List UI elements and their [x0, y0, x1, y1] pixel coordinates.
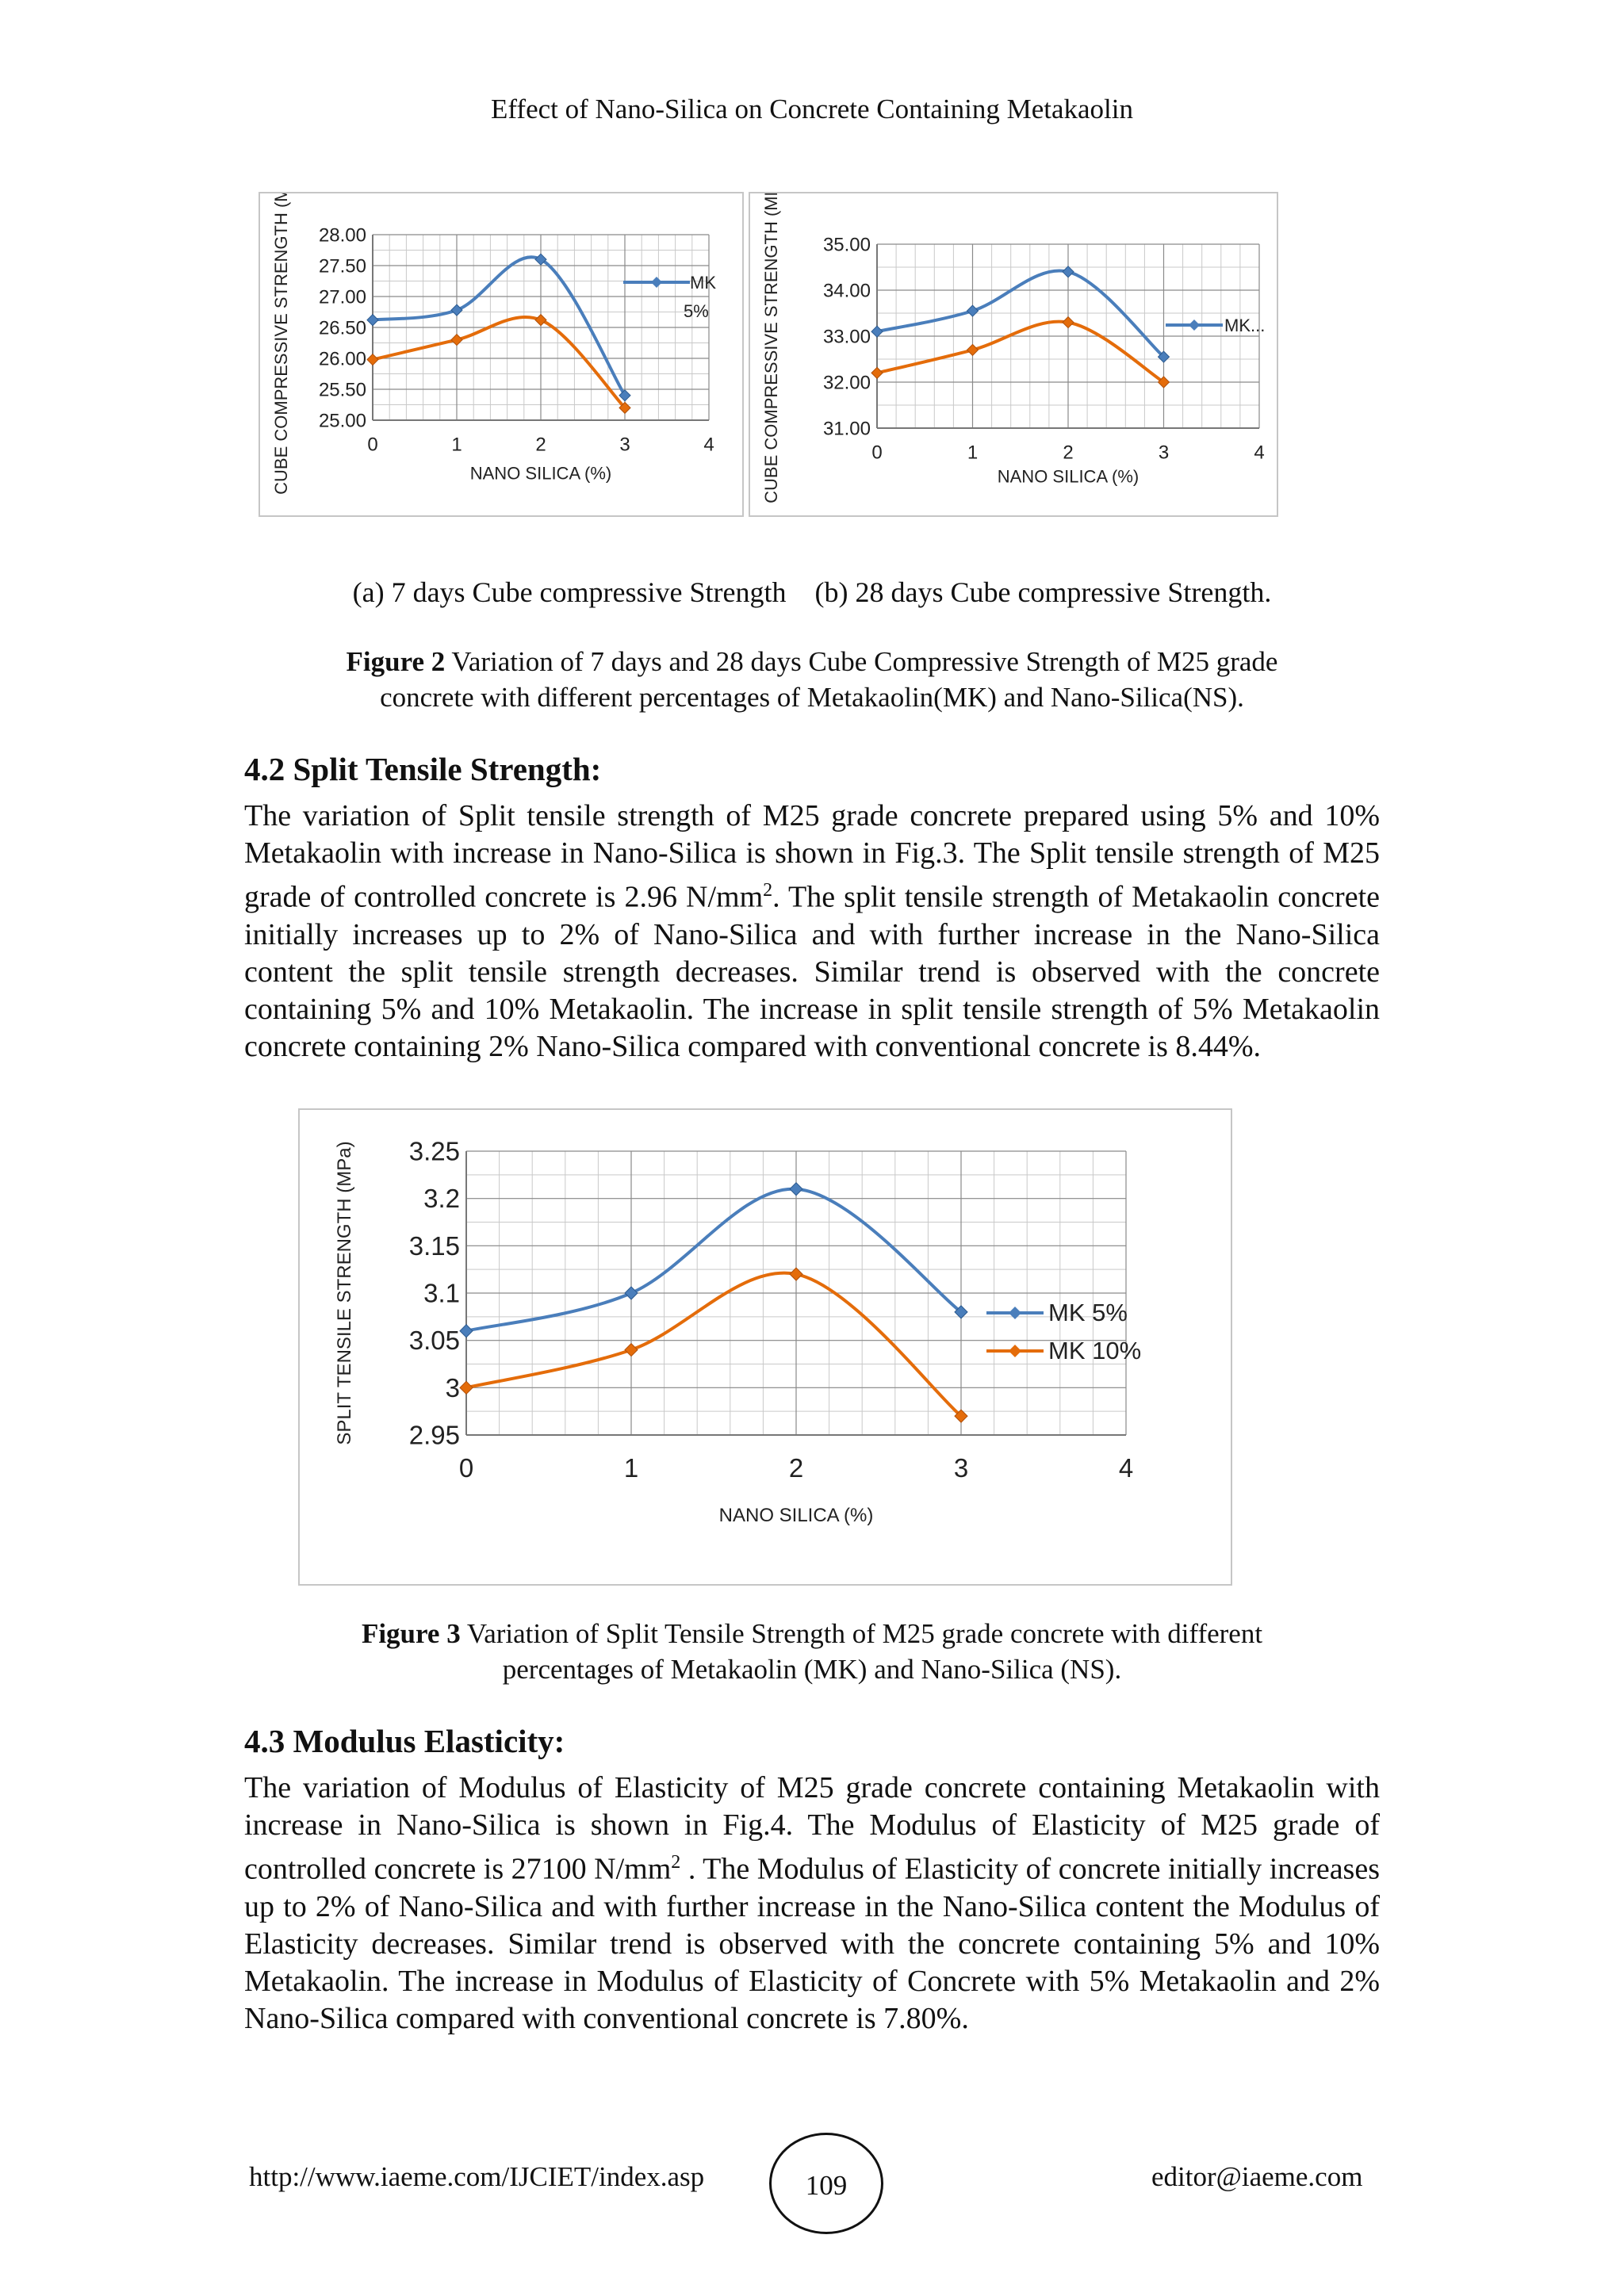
x-tick-label: 1 — [451, 434, 462, 456]
legend-label: MK... — [1224, 316, 1266, 335]
x-tick-label: 4 — [1254, 442, 1265, 464]
y-tick-label: 25.50 — [318, 379, 366, 401]
legend-label: MK 10% — [1048, 1337, 1142, 1364]
legend-label: MK 5% — [1048, 1299, 1128, 1326]
x-tick-label: 1 — [623, 1452, 639, 1483]
data-point — [367, 354, 378, 365]
running-title: Effect of Nano-Silica on Concrete Containing Metakaolin — [491, 94, 1133, 124]
x-tick-label: 4 — [1118, 1452, 1134, 1483]
figure3-caption-line1: Variation of Split Tensile Strength of M25 grade concrete with different — [466, 1618, 1263, 1649]
superscript: 2 — [671, 1852, 681, 1873]
figure2-label: Figure 2 — [346, 646, 446, 677]
x-tick-label: 2 — [1063, 442, 1074, 464]
data-point — [790, 1183, 802, 1196]
y-tick-label: 26.00 — [318, 348, 366, 370]
superscript: 2 — [763, 880, 773, 901]
data-point — [451, 335, 462, 346]
figure2-caption — [238, 644, 1386, 715]
y-tick-label: 28.00 — [318, 224, 366, 247]
data-point — [451, 304, 462, 316]
legend-marker — [1009, 1345, 1021, 1357]
y-tick-label: 31.00 — [822, 418, 871, 440]
data-point — [967, 344, 979, 355]
y-tick-label: 3.15 — [408, 1230, 460, 1261]
x-tick-label: 2 — [535, 434, 546, 456]
section-heading-4-2: 4.2 Split Tensile Strength: — [244, 751, 602, 787]
x-tick-label: 0 — [458, 1452, 474, 1483]
data-point — [871, 326, 883, 337]
y-tick-label: 27.50 — [318, 255, 366, 277]
data-point — [625, 1287, 638, 1299]
y-tick-label: 35.00 — [822, 234, 871, 256]
data-point — [967, 305, 979, 316]
y-tick-label: 26.50 — [318, 317, 366, 339]
y-axis-label: CUBE COMPRESSIVE STRENGTH (MPa) — [761, 193, 781, 503]
paragraph-text: The variation of Modulus of Elasticity of M25 grade concrete containing Metakaolin with increase in Nano-Silica is shown in Fig.4. The Modulus of Elasticity of M25 grade of controlled concrete is 27100 N/mm — [244, 1771, 1380, 1886]
y-tick-label: 32.00 — [822, 372, 871, 394]
paragraph-text: . The Modulus of Elasticity of concrete initially increases up to 2% of Nano-Silica and with further increase in the Nano-Silica content the Modulus of Elasticity decreases. Similar trend is observed with the concrete containing 5% and 10% Metakaolin. The increase in Modulus of Elasticity of Concrete with 5% Metakaolin and 2% Nano-Silica compared with conventional concrete is 7.80%. — [244, 1852, 1380, 2035]
y-tick-label: 3.2 — [423, 1184, 460, 1214]
data-point — [1063, 317, 1074, 328]
figure3-label: Figure 3 — [361, 1618, 461, 1649]
data-point — [871, 367, 883, 378]
section-4-3-paragraph — [244, 1770, 1380, 2038]
data-point — [367, 315, 378, 326]
y-tick-label: 34.00 — [822, 280, 871, 302]
x-tick-label: 3 — [619, 434, 630, 456]
chart-fig3-frame — [298, 1108, 1232, 1586]
x-axis-label: NANO SILICA (%) — [469, 463, 612, 484]
series-line — [466, 1189, 961, 1331]
footer-email-link[interactable]: editor@iaeme.com — [1151, 2161, 1363, 2192]
figure3-caption-line2: percentages of Metakaolin (MK) and Nano-Silica (NS). — [502, 1654, 1122, 1685]
y-tick-label: 3.1 — [423, 1278, 460, 1308]
y-axis-label: CUBE COMPRESSIVE STRENGTH (MPa) — [271, 193, 291, 495]
series-line — [877, 322, 1164, 382]
legend-marker — [651, 277, 662, 288]
x-tick-label: 0 — [367, 434, 378, 456]
x-tick-label: 3 — [1158, 442, 1170, 464]
legend-label: MK — [690, 273, 716, 293]
x-tick-label: 3 — [953, 1452, 969, 1483]
legend-marker — [1009, 1307, 1021, 1319]
section-4-2-paragraph — [244, 798, 1380, 1066]
figure2-subcaption: (a) 7 days Cube compressive Strength (b) 28 days Cube compressive Strength. — [352, 576, 1272, 608]
x-tick-label: 1 — [967, 442, 979, 464]
y-tick-label: 2.95 — [408, 1420, 460, 1450]
footer-url-link[interactable]: http://www.iaeme.com/IJCIET/index.asp — [249, 2161, 705, 2192]
data-point — [625, 1344, 638, 1357]
legend-label: 5% — [684, 301, 709, 321]
section-heading-4-3: 4.3 Modulus Elasticity: — [244, 1723, 565, 1759]
legend-marker — [1189, 320, 1200, 331]
y-axis-label: SPLIT TENSILE STRENGTH (MPa) — [334, 1141, 355, 1445]
chart-fig2b — [750, 193, 1277, 515]
y-tick-label: 3.25 — [408, 1136, 460, 1166]
y-tick-label: 33.00 — [822, 326, 871, 348]
paragraph-text: The variation of Split tensile strength of M25 grade concrete prepared using 5% and 10% Metakaolin with increase in Nano-Silica is shown in Fig.3. The Split tensile strength of M25 grade of controlled concrete is 2.96 N/mm — [244, 799, 1380, 914]
page-number: 109 — [769, 2133, 883, 2234]
series-line — [373, 257, 625, 396]
y-tick-label: 3.05 — [408, 1326, 460, 1356]
y-tick-label: 25.00 — [318, 410, 366, 432]
chart-fig2a-frame — [259, 192, 744, 517]
figure2-caption-line2: concrete with different percentages of Metakaolin(MK) and Nano-Silica(NS). — [380, 682, 1244, 713]
x-axis-label: NANO SILICA (%) — [718, 1504, 874, 1526]
y-tick-label: 27.00 — [318, 286, 366, 308]
x-tick-label: 2 — [788, 1452, 804, 1483]
y-tick-label: 3 — [445, 1372, 460, 1402]
series-line — [877, 270, 1164, 357]
series-line — [373, 317, 625, 408]
chart-fig3 — [300, 1110, 1231, 1584]
data-point — [535, 315, 546, 326]
series-line — [466, 1273, 961, 1417]
x-tick-label: 4 — [703, 434, 714, 456]
x-tick-label: 0 — [871, 442, 883, 464]
x-axis-label: NANO SILICA (%) — [997, 466, 1139, 487]
paragraph-text: . The split tensile strength of Metakaolin concrete initially increases up to 2% of Nano-Silica and with further increase in the Nano-Silica content the split tensile strength decreases. Similar trend is observed with the concrete containing 5% and 10% Metakaolin. The increase in split tensile strength of 5% Metakaolin concrete containing 2% Nano-Silica compared with conventional concrete is 8.44%. — [244, 880, 1380, 1063]
data-point — [1063, 266, 1074, 277]
chart-fig2b-frame — [749, 192, 1278, 517]
figure3-caption — [238, 1616, 1386, 1687]
data-point — [460, 1325, 473, 1337]
figure2-caption-line1: Variation of 7 days and 28 days Cube Compressive Strength of M25 grade — [451, 646, 1278, 677]
chart-fig2a — [260, 193, 742, 515]
data-point — [460, 1381, 473, 1394]
